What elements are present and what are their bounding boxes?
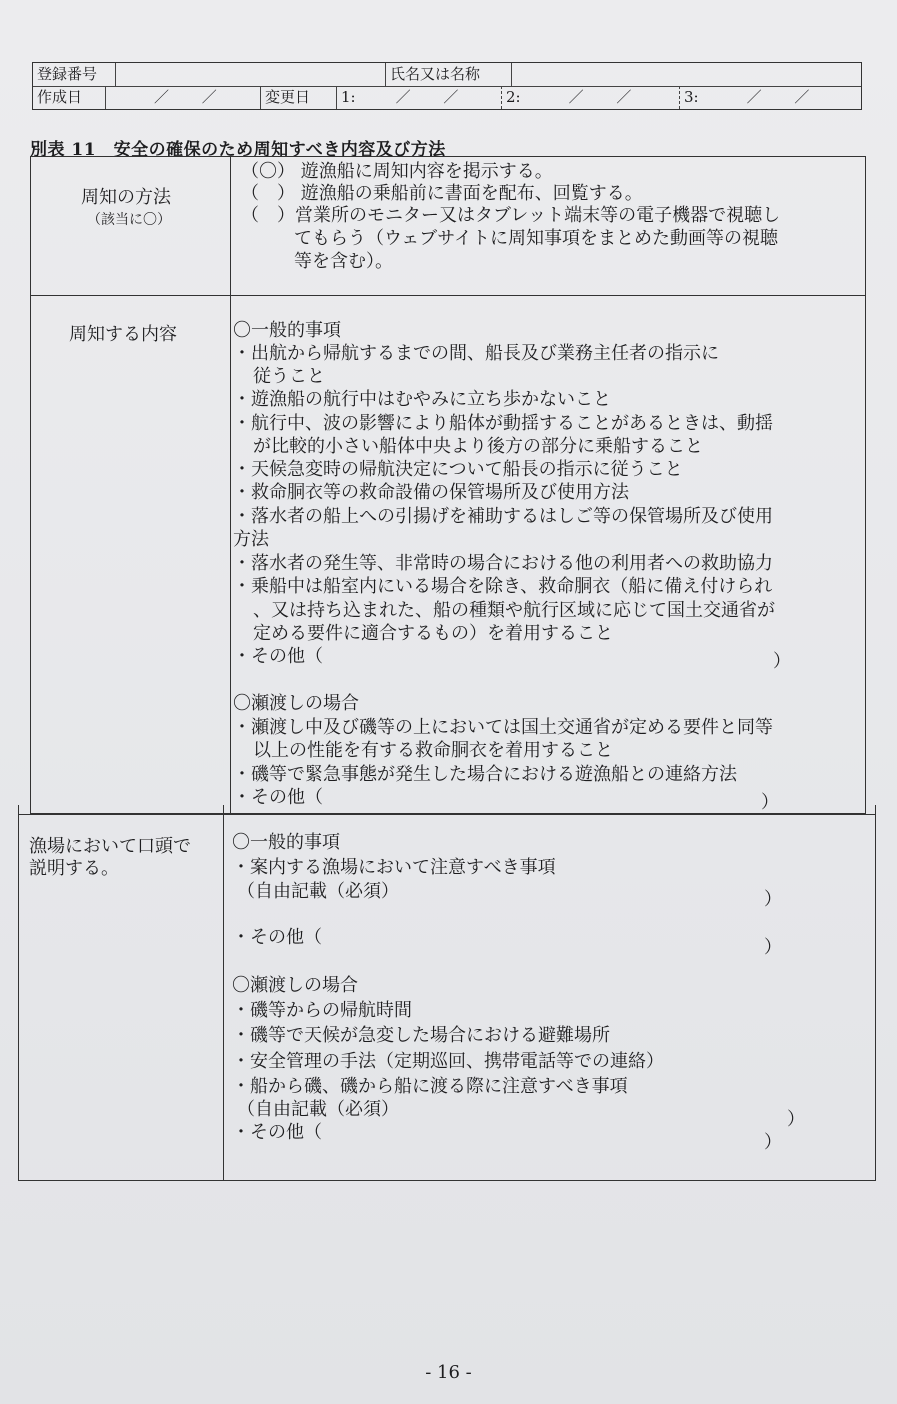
content-item: ・天候急変時の帰航決定について船長の指示に従うこと	[233, 459, 683, 480]
content-item: が比較的小さい船体中央より後方の部分に乗船すること	[253, 436, 703, 457]
close-paren: ）	[761, 792, 779, 813]
oral-ferry-item: ・船から磯、磯から船に渡る際に注意すべき事項	[232, 1076, 628, 1097]
change-3-field[interactable]	[679, 86, 861, 109]
content-other-field[interactable]: ・その他（	[233, 646, 323, 667]
changed-label: 変更日	[260, 86, 336, 109]
name-field[interactable]	[511, 63, 861, 86]
registration-table	[32, 62, 862, 110]
content-general-heading: 〇一般的事項	[233, 320, 341, 341]
oral-ferry-other-field[interactable]: ・その他（	[232, 1122, 322, 1143]
content-item: 、又は持ち込まれた、船の種類や航行区域に応じて国土交通省が	[253, 600, 775, 621]
change-3-label: 3:	[684, 88, 699, 106]
content-item: ・遊漁船の航行中はむやみに立ち歩かないこと	[233, 389, 611, 410]
content-label: 周知する内容	[69, 324, 177, 345]
oral-label-line-2: 説明する。	[29, 858, 119, 879]
method-sublabel: （該当に〇）	[87, 212, 171, 228]
oral-ferry-item: ・磯等で天候が急変した場合における避難場所	[232, 1025, 610, 1046]
oral-label-line-1: 漁場において口頭で	[29, 836, 191, 857]
method-option-3-cont-2: 等を含む）。	[294, 251, 393, 272]
registration-row-1	[33, 63, 861, 87]
change-1-field[interactable]	[336, 86, 501, 109]
oral-ferry-heading: 〇瀬渡しの場合	[232, 975, 358, 996]
oral-ferry-free-entry-field[interactable]: （自由記載（必須）	[237, 1099, 399, 1120]
method-option-2: （ ） 遊漁船の乗船前に書面を配布、回覧する。	[241, 183, 643, 204]
content-ferry-item: 以上の性能を有する救命胴衣を着用すること	[253, 740, 613, 761]
close-paren: ）	[764, 1132, 782, 1153]
content-item: 従うこと	[253, 366, 325, 387]
method-label: 周知の方法	[81, 187, 171, 208]
reg-no-field[interactable]	[115, 63, 385, 86]
notice-table	[30, 156, 866, 814]
content-ferry-item: ・瀬渡し中及び磯等の上においては国土交通省が定める要件と同等	[233, 717, 773, 738]
content-ferry-other-field[interactable]: ・その他（	[233, 787, 323, 808]
content-item: ・航行中、波の影響により船体が動揺することがあるときは、動揺	[233, 413, 773, 434]
page-number: - 16 -	[425, 1362, 472, 1383]
method-option-3: （ ）営業所のモニター又はタブレット端末等の電子機器で視聴し	[241, 205, 781, 226]
oral-item: ・案内する漁場において注意すべき事項	[232, 857, 556, 878]
reg-no-label: 登録番号	[37, 65, 98, 83]
change-1-slashes: ／ ／	[395, 88, 473, 106]
content-item: ・乗船中は船室内にいる場合を除き、救命胴衣（船に備え付けられ	[233, 576, 773, 597]
oral-free-entry-field[interactable]: （自由記載（必須）	[237, 881, 399, 902]
notice-table-label-column	[31, 157, 231, 813]
content-item: ・出航から帰航するまでの間、船長及び業務主任者の指示に	[233, 343, 719, 364]
content-item: ・落水者の船上への引揚げを補助するはしご等の保管場所及び使用	[233, 506, 773, 527]
row-divider	[31, 295, 865, 296]
change-2-label: 2:	[506, 88, 521, 106]
registration-row-2	[33, 86, 861, 109]
row-divider	[19, 814, 875, 815]
section-title: 別表 11 安全の確保のため周知すべき内容及び方法	[30, 140, 446, 160]
created-date-field[interactable]	[105, 86, 260, 109]
created-date-slashes: ／ ／	[154, 88, 231, 106]
change-2-field[interactable]	[501, 86, 679, 109]
name-label: 氏名又は名称	[385, 63, 511, 86]
content-item: 方法	[233, 529, 269, 550]
content-item: ・落水者の発生等、非常時の場合における他の利用者への救助協力	[233, 553, 773, 574]
change-2-slashes: ／ ／	[568, 88, 646, 106]
close-paren: ）	[787, 1109, 805, 1130]
close-paren: ）	[773, 651, 791, 672]
oral-ferry-item: ・磯等からの帰航時間	[232, 1000, 412, 1021]
content-item: ・救命胴衣等の救命設備の保管場所及び使用方法	[233, 482, 629, 503]
content-item: 定める要件に適合するもの）を着用すること	[253, 623, 613, 644]
oral-other-field[interactable]: ・その他（	[232, 927, 322, 948]
change-1-label: 1:	[341, 88, 356, 106]
close-paren: ）	[764, 889, 782, 910]
oral-explanation-table	[18, 805, 876, 1181]
created-label: 作成日	[37, 88, 83, 106]
content-ferry-heading: 〇瀬渡しの場合	[233, 693, 359, 714]
method-option-1: （〇） 遊漁船に周知内容を掲示する。	[241, 161, 553, 182]
oral-ferry-item: ・安全管理の手法（定期巡回、携帯電話等での連絡）	[232, 1051, 664, 1072]
oral-general-heading: 〇一般的事項	[232, 832, 340, 853]
method-option-3-cont-1: てもらう（ウェブサイトに周知事項をまとめた動画等の視聴	[294, 228, 779, 249]
change-3-slashes: ／ ／	[746, 88, 824, 106]
content-ferry-item: ・磯等で緊急事態が発生した場合における遊漁船との連絡方法	[233, 764, 737, 785]
close-paren: ）	[764, 937, 782, 958]
